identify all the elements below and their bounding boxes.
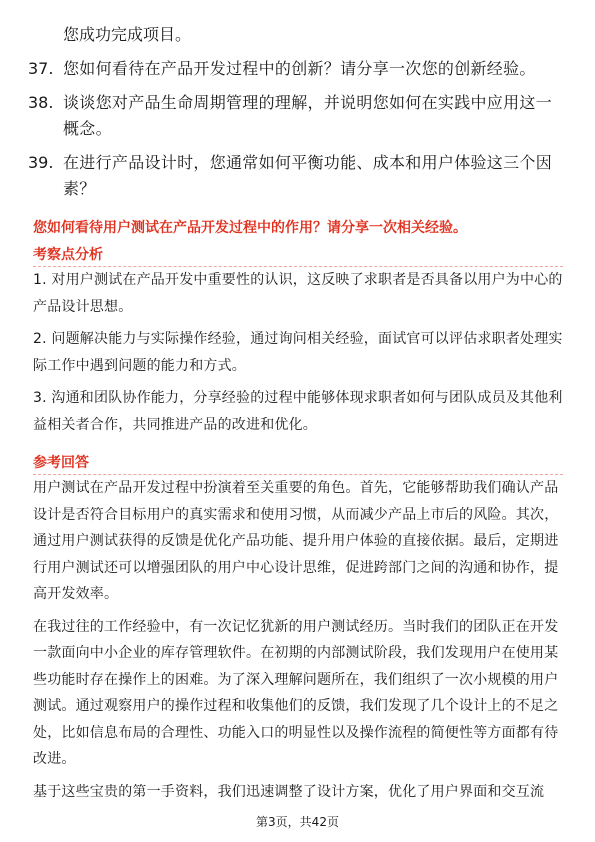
analysis-item: 2. 问题解决能力与实际操作经验，通过询问相关经验，面试官可以评估求职者处理实际工作中遇到问题的能力和方式。 [33, 331, 563, 374]
question-number: 38. [28, 93, 54, 112]
list-item [0, 90, 595, 142]
answer-paragraph: 在我过往的工作经验中，有一次记忆犹新的用户测试经历。当时我们的团队正在开发一款面向中小企业的库存管理软件。在初期的内部测试阶段，我们发现用户在使用某些功能时存在操作上的困难。为了深入理解问题所在，我们组织了一次小规模的用户测试。通过观察用户的操作过程和收集他们的反馈，我们发现了几个设计上的不足之处，比如信息布局的合理性、功能入口的明显性以及操作流程的简便性等方面都有待改进。 [33, 618, 559, 767]
question-number: 39. [28, 153, 54, 172]
answer-heading: 参考回答 [33, 455, 89, 471]
continuation-text: 您成功完成项目。 [63, 25, 192, 44]
analysis-heading: 考察点分析 [33, 247, 103, 263]
analysis-item: 3. 沟通和团队协作能力，分享经验的过程中能够体现求职者如何与团队成员及其他利益相关者合作，共同推进产品的改进和优化。 [33, 390, 563, 433]
question-number: 37. [28, 59, 54, 78]
answer-section [33, 475, 563, 811]
list-item [0, 56, 595, 82]
question-text: 谈谈您对产品生命周期管理的理解，并说明您如何在实践中应用这一概念。 [63, 93, 553, 138]
page-footer: 第3页，共42页 [256, 815, 339, 829]
analysis-section [33, 267, 563, 444]
list-item [0, 150, 595, 202]
answer-paragraph: 基于这些宝贵的第一手资料，我们迅速调整了设计方案，优化了用户界面和交互流 [33, 783, 545, 800]
answer-paragraph: 用户测试在产品开发过程中扮演着至关重要的角色。首先，它能够帮助我们确认产品设计是否符合目标用户的真实需求和使用习惯，从而减少产品上市后的风险。其次，通过用户测试获得的反馈是优化产品功能、提升用户体验的直接依据。最后，定期进行用户测试还可以增强团队的用户中心设计思维，促进跨部门之间的沟通和协作，提高开发效率。 [33, 480, 559, 602]
question-text: 在进行产品设计时，您通常如何平衡功能、成本和用户体验这三个因素？ [63, 153, 553, 198]
featured-question: 您如何看待用户测试在产品开发过程中的作用？请分享一次相关经验。 [33, 220, 467, 236]
analysis-item: 1. 对用户测试在产品开发中重要性的认识，这反映了求职者是否具备以用户为中心的产品设计思想。 [33, 272, 563, 315]
question-text: 您如何看待在产品开发过程中的创新？请分享一次您的创新经验。 [63, 59, 536, 78]
question-list [0, 56, 595, 210]
